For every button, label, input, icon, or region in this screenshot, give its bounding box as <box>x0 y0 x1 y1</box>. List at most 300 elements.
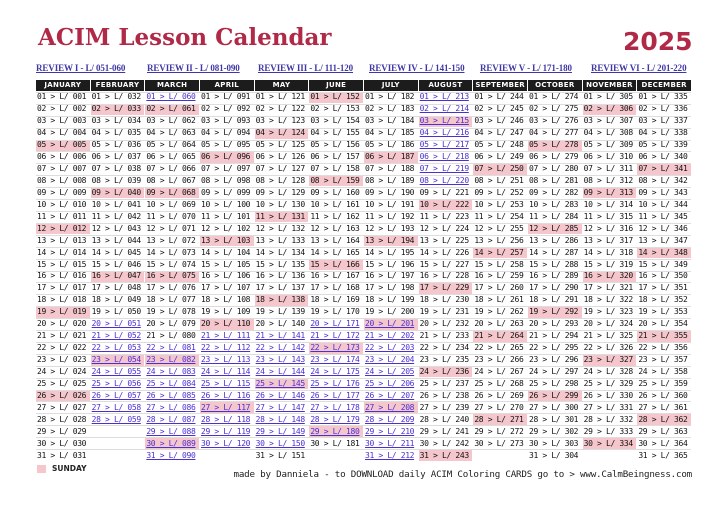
day-lesson-cell: 20 > L/ 263 <box>473 319 527 330</box>
review-link-6[interactable]: REVIEW VI - L/ 201-220 <box>591 63 687 73</box>
day-lesson-cell: 02 > L/ 183 <box>364 104 418 115</box>
day-lesson-cell: 31 > L/ 243 <box>419 450 473 461</box>
day-lesson-cell: 17 > L/ 198 <box>364 283 418 294</box>
day-lesson-cell: 30 > L/ 242 <box>419 438 473 449</box>
day-lesson-cell: 29 > L/ 241 <box>419 426 473 437</box>
day-lesson-cell: 11 > L/ 162 <box>309 211 363 222</box>
day-lesson-cell: 19 > L/ 231 <box>419 307 473 318</box>
day-lesson-cell: 18 > L/ 169 <box>309 295 363 306</box>
day-lesson-cell: 10 > L/ 191 <box>364 199 418 210</box>
day-lesson-cell: 23 > L/ 357 <box>637 355 691 366</box>
day-lesson-cell: 27 > L/ 239 <box>419 402 473 413</box>
review-lesson-link[interactable]: 23 > L/ 113 <box>200 355 254 366</box>
review-lesson-link[interactable]: 21 > L/ 141 <box>255 331 309 342</box>
review-lesson-link[interactable]: 23 > L/ 174 <box>309 355 363 366</box>
day-lesson-cell: 09 > L/ 040 <box>91 187 145 198</box>
day-lesson-cell: 23 > L/ 235 <box>419 355 473 366</box>
day-lesson-cell: 05 > L/ 064 <box>145 140 199 151</box>
day-lesson-cell: 04 > L/ 094 <box>200 128 254 139</box>
review-lesson-link[interactable]: 27 > L/ 086 <box>145 402 199 413</box>
day-lesson-cell: 02 > L/ 092 <box>200 104 254 115</box>
day-lesson-cell: 18 > L/ 108 <box>200 295 254 306</box>
day-lesson-cell: 11 > L/ 101 <box>200 211 254 222</box>
review-lesson-link[interactable]: 28 > L/ 118 <box>200 414 254 425</box>
day-lesson-cell: 18 > L/ 018 <box>36 295 90 306</box>
review-lesson-link[interactable]: 02 > L/ 214 <box>419 104 473 115</box>
review-lesson-link[interactable]: 26 > L/ 116 <box>200 390 254 401</box>
day-lesson-cell: 14 > L/ 134 <box>255 247 309 258</box>
row-divider <box>36 199 691 200</box>
day-lesson-cell: 20 > L/ 020 <box>36 319 90 330</box>
day-lesson-cell: 24 > L/ 267 <box>473 367 527 378</box>
day-lesson-cell: 14 > L/ 165 <box>309 247 363 258</box>
day-lesson-cell: 14 > L/ 318 <box>583 247 637 258</box>
day-lesson-cell: 16 > L/ 320 <box>583 271 637 282</box>
day-lesson-cell: 07 > L/ 038 <box>91 164 145 175</box>
day-lesson-cell: 10 > L/ 314 <box>583 199 637 210</box>
day-lesson-cell: 13 > L/ 013 <box>36 235 90 246</box>
day-lesson-cell: 11 > L/ 223 <box>419 211 473 222</box>
day-lesson-cell: 19 > L/ 292 <box>528 307 582 318</box>
day-lesson-cell: 06 > L/ 126 <box>255 152 309 163</box>
review-link-5[interactable]: REVIEW V - L/ 171-180 <box>480 63 572 73</box>
day-lesson-cell: 25 > L/ 025 <box>36 378 90 389</box>
month-header-october: OCTOBER <box>528 80 582 91</box>
review-lesson-link[interactable]: 29 > L/ 210 <box>364 426 418 437</box>
day-lesson-cell: 16 > L/ 350 <box>637 271 691 282</box>
day-lesson-cell: 15 > L/ 349 <box>637 259 691 270</box>
review-lesson-link[interactable]: 30 > L/ 120 <box>200 438 254 449</box>
review-lesson-link[interactable]: 06 > L/ 218 <box>419 152 473 163</box>
day-lesson-cell: 01 > L/ 121 <box>255 92 309 103</box>
day-lesson-cell: 03 > L/ 003 <box>36 116 90 127</box>
day-lesson-cell: 13 > L/ 072 <box>145 235 199 246</box>
month-header-february: FEBRUARY <box>91 80 145 91</box>
day-lesson-cell: 25 > L/ 298 <box>528 378 582 389</box>
review-lesson-link[interactable]: 29 > L/ 088 <box>145 426 199 437</box>
review-lesson-link[interactable]: 21 > L/ 111 <box>200 331 254 342</box>
day-lesson-cell: 08 > L/ 128 <box>255 176 309 187</box>
day-lesson-cell: 30 > L/ 303 <box>528 438 582 449</box>
day-lesson-cell: 10 > L/ 222 <box>419 199 473 210</box>
review-lesson-link[interactable]: 26 > L/ 146 <box>255 390 309 401</box>
day-lesson-cell: 06 > L/ 096 <box>200 152 254 163</box>
review-lesson-link[interactable]: 25 > L/ 115 <box>200 378 254 389</box>
day-lesson-cell: 07 > L/ 311 <box>583 164 637 175</box>
sunday-legend-label: SUNDAY <box>52 464 87 473</box>
day-lesson-cell: 05 > L/ 339 <box>637 140 691 151</box>
review-lesson-link[interactable]: 21 > L/ 172 <box>309 331 363 342</box>
day-lesson-cell: 04 > L/ 124 <box>255 128 309 139</box>
day-lesson-cell: 04 > L/ 004 <box>36 128 90 139</box>
day-lesson-cell: 16 > L/ 289 <box>528 271 582 282</box>
day-lesson-cell: 01 > L/ 182 <box>364 92 418 103</box>
day-lesson-cell: 12 > L/ 012 <box>36 223 90 234</box>
day-lesson-cell: 03 > L/ 307 <box>583 116 637 127</box>
review-lesson-link[interactable]: 24 > L/ 175 <box>309 367 363 378</box>
day-lesson-cell: 10 > L/ 161 <box>309 199 363 210</box>
row-divider <box>36 116 691 117</box>
review-link-1[interactable]: REVIEW I - L/ 051-060 <box>36 63 126 73</box>
day-lesson-cell: 04 > L/ 185 <box>364 128 418 139</box>
review-lesson-link[interactable]: 20 > L/ 051 <box>91 319 145 330</box>
day-lesson-cell: 04 > L/ 308 <box>583 128 637 139</box>
day-lesson-cell: 15 > L/ 196 <box>364 259 418 270</box>
review-lesson-link[interactable]: 22 > L/ 081 <box>145 343 199 354</box>
review-links-bar <box>36 62 692 74</box>
day-lesson-cell: 17 > L/ 137 <box>255 283 309 294</box>
day-lesson-cell: 14 > L/ 195 <box>364 247 418 258</box>
review-lesson-link[interactable]: 25 > L/ 176 <box>309 378 363 389</box>
review-lesson-link[interactable]: 01 > L/ 060 <box>145 92 199 103</box>
day-lesson-cell: 26 > L/ 238 <box>419 390 473 401</box>
month-header-december: DECEMBER <box>637 80 691 91</box>
day-lesson-cell: 09 > L/ 009 <box>36 187 90 198</box>
day-lesson-cell: 06 > L/ 310 <box>583 152 637 163</box>
review-lesson-link[interactable]: 07 > L/ 219 <box>419 164 473 175</box>
day-lesson-cell: 11 > L/ 345 <box>637 211 691 222</box>
day-lesson-cell: 01 > L/ 032 <box>91 92 145 103</box>
day-lesson-cell: 12 > L/ 071 <box>145 223 199 234</box>
day-lesson-cell: 04 > L/ 035 <box>91 128 145 139</box>
day-lesson-cell: 08 > L/ 281 <box>528 176 582 187</box>
review-lesson-link[interactable]: 23 > L/ 143 <box>255 355 309 366</box>
day-lesson-cell: 06 > L/ 037 <box>91 152 145 163</box>
day-lesson-cell: 17 > L/ 076 <box>145 283 199 294</box>
day-lesson-cell: 04 > L/ 338 <box>637 128 691 139</box>
day-lesson-cell: 20 > L/ 232 <box>419 319 473 330</box>
day-lesson-cell: 19 > L/ 170 <box>309 307 363 318</box>
review-lesson-link[interactable]: 25 > L/ 056 <box>91 378 145 389</box>
day-lesson-cell: 09 > L/ 343 <box>637 187 691 198</box>
day-lesson-cell: 12 > L/ 193 <box>364 223 418 234</box>
day-lesson-cell: 06 > L/ 006 <box>36 152 90 163</box>
month-header-november: NOVEMBER <box>583 80 637 91</box>
day-lesson-cell: 03 > L/ 034 <box>91 116 145 127</box>
day-lesson-cell: 19 > L/ 050 <box>91 307 145 318</box>
row-divider <box>36 318 691 319</box>
review-lesson-link[interactable]: 31 > L/ 090 <box>145 450 199 461</box>
day-lesson-cell: 09 > L/ 252 <box>473 187 527 198</box>
review-lesson-link[interactable]: 27 > L/ 147 <box>255 402 309 413</box>
day-lesson-cell: 18 > L/ 291 <box>528 295 582 306</box>
row-divider <box>36 366 691 367</box>
footer-credit: made by Danniela - to DOWNLOAD daily ACIM Coloring CARDS go to > www.CalmBeingness.com <box>233 469 692 480</box>
day-lesson-cell: 03 > L/ 184 <box>364 116 418 127</box>
day-lesson-cell: 20 > L/ 324 <box>583 319 637 330</box>
review-lesson-link[interactable]: 20 > L/ 201 <box>364 319 418 330</box>
day-lesson-cell: 26 > L/ 269 <box>473 390 527 401</box>
day-lesson-cell: 12 > L/ 102 <box>200 223 254 234</box>
day-lesson-cell: 05 > L/ 309 <box>583 140 637 151</box>
day-lesson-cell: 03 > L/ 337 <box>637 116 691 127</box>
day-lesson-cell: 23 > L/ 327 <box>583 355 637 366</box>
row-divider <box>36 390 691 391</box>
day-lesson-cell: 10 > L/ 010 <box>36 199 90 210</box>
day-lesson-cell: 08 > L/ 251 <box>473 176 527 187</box>
review-lesson-link[interactable]: 23 > L/ 054 <box>91 355 145 366</box>
day-lesson-cell: 16 > L/ 167 <box>309 271 363 282</box>
day-lesson-cell: 20 > L/ 079 <box>145 319 199 330</box>
day-lesson-cell: 18 > L/ 230 <box>419 295 473 306</box>
day-lesson-cell: 13 > L/ 044 <box>91 235 145 246</box>
day-lesson-cell: 17 > L/ 017 <box>36 283 90 294</box>
review-lesson-link[interactable]: 27 > L/ 178 <box>309 402 363 413</box>
day-lesson-cell: 30 > L/ 273 <box>473 438 527 449</box>
day-lesson-cell: 19 > L/ 109 <box>200 307 254 318</box>
day-lesson-cell: 11 > L/ 070 <box>145 211 199 222</box>
day-lesson-cell: 09 > L/ 160 <box>309 187 363 198</box>
row-divider <box>36 128 691 129</box>
review-lesson-link[interactable]: 30 > L/ 211 <box>364 438 418 449</box>
day-lesson-cell: 13 > L/ 347 <box>637 235 691 246</box>
day-lesson-cell: 08 > L/ 342 <box>637 176 691 187</box>
day-lesson-cell: 30 > L/ 181 <box>309 438 363 449</box>
review-lesson-link[interactable]: 28 > L/ 179 <box>309 414 363 425</box>
review-lesson-link[interactable]: 26 > L/ 177 <box>309 390 363 401</box>
review-lesson-link[interactable]: 27 > L/ 058 <box>91 402 145 413</box>
review-lesson-link[interactable]: 21 > L/ 202 <box>364 331 418 342</box>
day-lesson-cell: 27 > L/ 361 <box>637 402 691 413</box>
review-link-3[interactable]: REVIEW III - L/ 111-120 <box>258 63 354 73</box>
day-lesson-cell: 18 > L/ 261 <box>473 295 527 306</box>
day-lesson-cell: 06 > L/ 187 <box>364 152 418 163</box>
day-lesson-cell: 09 > L/ 190 <box>364 187 418 198</box>
day-lesson-cell: 15 > L/ 288 <box>528 259 582 270</box>
day-lesson-cell: 16 > L/ 197 <box>364 271 418 282</box>
review-lesson-link[interactable]: 22 > L/ 173 <box>309 343 363 354</box>
review-lesson-link[interactable]: 28 > L/ 059 <box>91 414 145 425</box>
day-lesson-cell: 05 > L/ 036 <box>91 140 145 151</box>
day-lesson-cell: 18 > L/ 077 <box>145 295 199 306</box>
review-lesson-link[interactable]: 31 > L/ 212 <box>364 450 418 461</box>
day-lesson-cell: 28 > L/ 240 <box>419 414 473 425</box>
day-lesson-cell: 21 > L/ 355 <box>637 331 691 342</box>
day-lesson-cell: 13 > L/ 286 <box>528 235 582 246</box>
review-lesson-link[interactable]: 26 > L/ 057 <box>91 390 145 401</box>
review-lesson-link[interactable]: 03 > L/ 215 <box>419 116 473 127</box>
day-lesson-cell: 01 > L/ 244 <box>473 92 527 103</box>
day-lesson-cell: 06 > L/ 279 <box>528 152 582 163</box>
day-lesson-cell: 17 > L/ 260 <box>473 283 527 294</box>
day-lesson-cell: 14 > L/ 045 <box>91 247 145 258</box>
review-lesson-link[interactable]: 04 > L/ 216 <box>419 128 473 139</box>
row-divider <box>36 223 691 224</box>
day-lesson-cell: 01 > L/ 091 <box>200 92 254 103</box>
day-lesson-cell: 13 > L/ 103 <box>200 235 254 246</box>
day-lesson-cell: 21 > L/ 325 <box>583 331 637 342</box>
month-header-march: MARCH <box>145 80 199 91</box>
day-lesson-cell: 25 > L/ 359 <box>637 378 691 389</box>
day-lesson-cell: 11 > L/ 011 <box>36 211 90 222</box>
day-lesson-cell: 19 > L/ 353 <box>637 307 691 318</box>
day-lesson-cell: 08 > L/ 159 <box>309 176 363 187</box>
sunday-legend-swatch <box>37 465 46 473</box>
day-lesson-cell: 04 > L/ 063 <box>145 128 199 139</box>
day-lesson-cell: 17 > L/ 107 <box>200 283 254 294</box>
day-lesson-cell: 15 > L/ 015 <box>36 259 90 270</box>
day-lesson-cell: 04 > L/ 247 <box>473 128 527 139</box>
review-lesson-link[interactable]: 26 > L/ 207 <box>364 390 418 401</box>
day-lesson-cell: 29 > L/ 363 <box>637 426 691 437</box>
day-lesson-cell: 15 > L/ 258 <box>473 259 527 270</box>
day-lesson-cell: 19 > L/ 262 <box>473 307 527 318</box>
day-lesson-cell: 01 > L/ 274 <box>528 92 582 103</box>
day-lesson-cell: 01 > L/ 305 <box>583 92 637 103</box>
day-lesson-cell: 16 > L/ 136 <box>255 271 309 282</box>
row-divider <box>36 378 691 379</box>
day-lesson-cell: 25 > L/ 237 <box>419 378 473 389</box>
day-lesson-cell: 20 > L/ 354 <box>637 319 691 330</box>
month-header-may: MAY <box>255 80 309 91</box>
day-lesson-cell: 30 > L/ 334 <box>583 438 637 449</box>
day-lesson-cell: 03 > L/ 154 <box>309 116 363 127</box>
review-lesson-link[interactable]: 27 > L/ 117 <box>200 402 254 413</box>
day-lesson-cell: 21 > L/ 233 <box>419 331 473 342</box>
review-lesson-link[interactable]: 05 > L/ 217 <box>419 140 473 151</box>
day-lesson-cell: 15 > L/ 046 <box>91 259 145 270</box>
review-lesson-link[interactable]: 22 > L/ 203 <box>364 343 418 354</box>
day-lesson-cell: 12 > L/ 255 <box>473 223 527 234</box>
row-divider <box>36 140 691 141</box>
review-lesson-link[interactable]: 24 > L/ 205 <box>364 367 418 378</box>
row-divider <box>36 306 691 307</box>
review-lesson-link[interactable]: 30 > L/ 150 <box>255 438 309 449</box>
day-lesson-cell: 13 > L/ 194 <box>364 235 418 246</box>
day-lesson-cell: 18 > L/ 049 <box>91 295 145 306</box>
day-lesson-cell: 15 > L/ 135 <box>255 259 309 270</box>
day-lesson-cell: 05 > L/ 156 <box>309 140 363 151</box>
day-lesson-cell: 14 > L/ 104 <box>200 247 254 258</box>
day-lesson-cell: 21 > L/ 294 <box>528 331 582 342</box>
review-lesson-link[interactable]: 01 > L/ 213 <box>419 92 473 103</box>
review-lesson-link[interactable]: 22 > L/ 142 <box>255 343 309 354</box>
row-divider <box>36 330 691 331</box>
row-divider <box>36 163 691 164</box>
day-lesson-cell: 08 > L/ 312 <box>583 176 637 187</box>
review-lesson-link[interactable]: 22 > L/ 053 <box>91 343 145 354</box>
review-link-4[interactable]: REVIEW IV - L/ 141-150 <box>369 63 465 73</box>
day-lesson-cell: 07 > L/ 158 <box>309 164 363 175</box>
day-lesson-cell: 17 > L/ 290 <box>528 283 582 294</box>
row-divider <box>36 271 691 272</box>
review-lesson-link[interactable]: 24 > L/ 144 <box>255 367 309 378</box>
day-lesson-cell: 13 > L/ 256 <box>473 235 527 246</box>
review-lesson-link[interactable]: 28 > L/ 148 <box>255 414 309 425</box>
month-header-september: SEPTEMBER <box>475 81 525 90</box>
day-lesson-cell: 11 > L/ 254 <box>473 211 527 222</box>
day-lesson-cell: 19 > L/ 019 <box>36 307 90 318</box>
review-lesson-link[interactable]: 30 > L/ 089 <box>145 438 199 449</box>
review-lesson-link[interactable]: 21 > L/ 052 <box>91 331 145 342</box>
day-lesson-cell: 29 > L/ 302 <box>528 426 582 437</box>
day-lesson-cell: 07 > L/ 066 <box>145 164 199 175</box>
day-lesson-cell: 16 > L/ 075 <box>145 271 199 282</box>
day-lesson-cell: 31 > L/ 151 <box>255 450 309 461</box>
day-lesson-cell: 08 > L/ 039 <box>91 176 145 187</box>
day-lesson-cell: 11 > L/ 284 <box>528 211 582 222</box>
day-lesson-cell: 09 > L/ 221 <box>419 187 473 198</box>
review-lesson-link[interactable]: 24 > L/ 114 <box>200 367 254 378</box>
day-lesson-cell: 27 > L/ 331 <box>583 402 637 413</box>
day-lesson-cell: 19 > L/ 200 <box>364 307 418 318</box>
review-lesson-link[interactable]: 27 > L/ 208 <box>364 402 418 413</box>
day-lesson-cell: 03 > L/ 123 <box>255 116 309 127</box>
day-lesson-cell: 07 > L/ 097 <box>200 164 254 175</box>
row-divider <box>36 437 691 438</box>
review-lesson-link[interactable]: 24 > L/ 083 <box>145 367 199 378</box>
review-lesson-link[interactable]: 26 > L/ 085 <box>145 390 199 401</box>
review-lesson-link[interactable]: 23 > L/ 204 <box>364 355 418 366</box>
review-lesson-link[interactable]: 29 > L/ 119 <box>200 426 254 437</box>
day-lesson-cell: 14 > L/ 257 <box>473 247 527 258</box>
day-lesson-cell: 26 > L/ 360 <box>637 390 691 401</box>
day-lesson-cell: 17 > L/ 229 <box>419 283 473 294</box>
review-lesson-link[interactable]: 25 > L/ 145 <box>255 378 309 389</box>
day-lesson-cell: 05 > L/ 186 <box>364 140 418 151</box>
day-lesson-cell: 04 > L/ 155 <box>309 128 363 139</box>
day-lesson-cell: 12 > L/ 285 <box>528 223 582 234</box>
day-lesson-cell: 08 > L/ 067 <box>145 176 199 187</box>
day-lesson-cell: 14 > L/ 014 <box>36 247 90 258</box>
day-lesson-cell: 31 > L/ 304 <box>528 450 582 461</box>
day-lesson-cell: 01 > L/ 335 <box>637 92 691 103</box>
day-lesson-cell: 12 > L/ 163 <box>309 223 363 234</box>
row-divider <box>36 294 691 295</box>
day-lesson-cell: 23 > L/ 023 <box>36 355 90 366</box>
day-lesson-cell: 28 > L/ 301 <box>528 414 582 425</box>
review-lesson-link[interactable]: 22 > L/ 112 <box>200 343 254 354</box>
row-divider <box>36 449 691 450</box>
day-lesson-cell: 29 > L/ 272 <box>473 426 527 437</box>
review-lesson-link[interactable]: 29 > L/ 180 <box>309 426 363 437</box>
row-divider <box>36 235 691 236</box>
day-lesson-cell: 24 > L/ 236 <box>419 367 473 378</box>
day-lesson-cell: 09 > L/ 282 <box>528 187 582 198</box>
day-lesson-cell: 18 > L/ 322 <box>583 295 637 306</box>
day-lesson-cell: 28 > L/ 362 <box>637 414 691 425</box>
day-lesson-cell: 02 > L/ 153 <box>309 104 363 115</box>
day-lesson-cell: 09 > L/ 099 <box>200 187 254 198</box>
review-link-2[interactable]: REVIEW II - L/ 081-090 <box>147 63 240 73</box>
review-lesson-link[interactable]: 29 > L/ 149 <box>255 426 309 437</box>
review-lesson-link[interactable]: 28 > L/ 087 <box>145 414 199 425</box>
day-lesson-cell: 10 > L/ 344 <box>637 199 691 210</box>
day-lesson-cell: 12 > L/ 132 <box>255 223 309 234</box>
row-divider <box>36 211 691 212</box>
day-lesson-cell: 15 > L/ 227 <box>419 259 473 270</box>
day-lesson-cell: 29 > L/ 333 <box>583 426 637 437</box>
day-lesson-cell: 29 > L/ 029 <box>36 426 90 437</box>
day-lesson-cell: 18 > L/ 352 <box>637 295 691 306</box>
day-lesson-cell: 21 > L/ 080 <box>145 331 199 342</box>
review-lesson-link[interactable]: 23 > L/ 082 <box>145 355 199 366</box>
month-header-april: APRIL <box>200 80 254 91</box>
review-lesson-link[interactable]: 25 > L/ 206 <box>364 378 418 389</box>
day-lesson-cell: 09 > L/ 129 <box>255 187 309 198</box>
day-lesson-cell: 10 > L/ 253 <box>473 199 527 210</box>
review-lesson-link[interactable]: 25 > L/ 084 <box>145 378 199 389</box>
day-lesson-cell: 13 > L/ 225 <box>419 235 473 246</box>
review-lesson-link[interactable]: 24 > L/ 055 <box>91 367 145 378</box>
day-lesson-cell: 25 > L/ 268 <box>473 378 527 389</box>
day-lesson-cell: 16 > L/ 106 <box>200 271 254 282</box>
day-lesson-cell: 26 > L/ 330 <box>583 390 637 401</box>
review-lesson-link[interactable]: 20 > L/ 171 <box>309 319 363 330</box>
review-lesson-link[interactable]: 08 > L/ 220 <box>419 176 473 187</box>
review-lesson-link[interactable]: 28 > L/ 209 <box>364 414 418 425</box>
day-lesson-cell: 08 > L/ 098 <box>200 176 254 187</box>
